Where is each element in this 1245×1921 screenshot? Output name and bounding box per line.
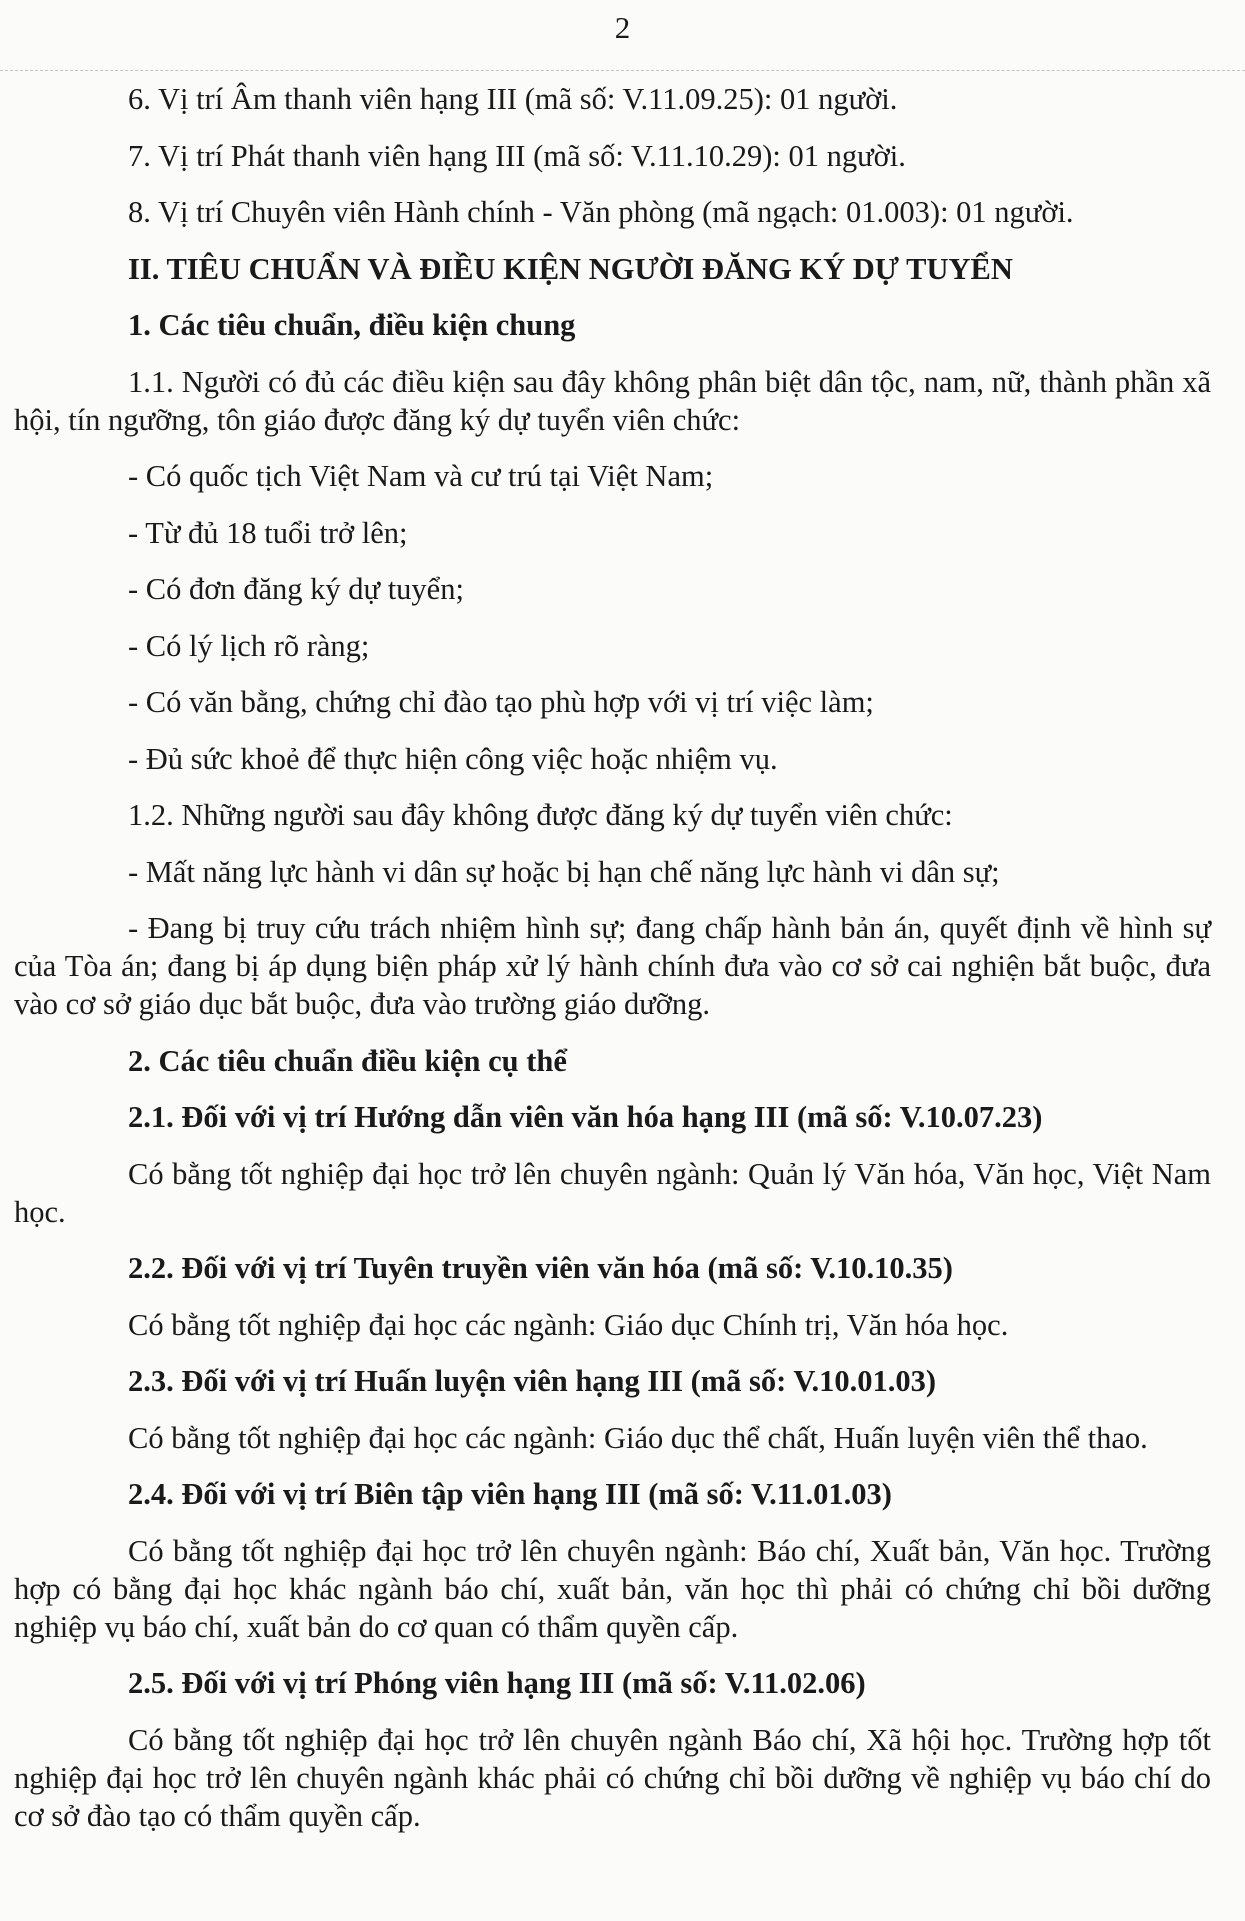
- paragraph: 1.2. Những người sau đây không được đăng ký dự tuyển viên chức:: [128, 798, 953, 832]
- paragraph: 7. Vị trí Phát thanh viên hạng III (mã số: V.11.10.29): 01 người.: [128, 138, 906, 173]
- section-heading: 2.2. Đối với vị trí Tuyên truyền viên văn hóa (mã số: V.10.10.35): [128, 1251, 953, 1285]
- paragraph: 1.1. Người có đủ các điều kiện sau đây không phân biệt dân tộc, nam, nữ, thành phần xã hội, tín ngưỡng, tôn giáo được đăng ký dự tuyển viên chức:: [14, 364, 1211, 437]
- section-heading: 1. Các tiêu chuẩn, điều kiện chung: [128, 308, 576, 342]
- header-divider: [0, 70, 1245, 71]
- paragraph: - Có văn bằng, chứng chỉ đào tạo phù hợp với vị trí việc làm;: [128, 685, 874, 719]
- paragraph: Có bằng tốt nghiệp đại học trở lên chuyên ngành Báo chí, Xã hội học. Trường hợp tốt nghiệp đại học trở lên chuyên ngành khác phải có chứng chỉ bồi dưỡng về nghiệp vụ báo chí do cơ sở đào tạo có thẩm quyền cấp.: [14, 1722, 1211, 1833]
- paragraph: Có bằng tốt nghiệp đại học các ngành: Giáo dục thể chất, Huấn luyện viên thể thao.: [128, 1420, 1148, 1455]
- section-heading: 2. Các tiêu chuẩn điều kiện cụ thể: [128, 1043, 567, 1078]
- paragraph: - Từ đủ 18 tuổi trở lên;: [128, 515, 408, 550]
- paragraph: - Mất năng lực hành vi dân sự hoặc bị hạn chế năng lực hành vi dân sự;: [128, 854, 1000, 889]
- paragraph: - Có lý lịch rõ ràng;: [128, 628, 370, 663]
- section-heading: 2.1. Đối với vị trí Hướng dẫn viên văn hóa hạng III (mã số: V.10.07.23): [128, 1100, 1043, 1134]
- section-heading: II. TIÊU CHUẨN VÀ ĐIỀU KIỆN NGƯỜI ĐĂNG KÝ DỰ TUYỂN: [128, 251, 1013, 286]
- paragraph: - Có quốc tịch Việt Nam và cư trú tại Việt Nam;: [128, 459, 714, 493]
- paragraph: Có bằng tốt nghiệp đại học trở lên chuyên ngành: Quản lý Văn hóa, Văn học, Việt Nam học.: [14, 1156, 1211, 1229]
- paragraph: 8. Vị trí Chuyên viên Hành chính - Văn phòng (mã ngạch: 01.003): 01 người.: [128, 195, 1074, 229]
- document-body: [14, 80, 1211, 1853]
- paragraph: - Có đơn đăng ký dự tuyển;: [128, 572, 464, 606]
- section-heading: 2.5. Đối với vị trí Phóng viên hạng III (mã số: V.11.02.06): [128, 1666, 866, 1700]
- section-heading: 2.4. Đối với vị trí Biên tập viên hạng III (mã số: V.11.01.03): [128, 1477, 892, 1511]
- section-heading: 2.3. Đối với vị trí Huấn luyện viên hạng III (mã số: V.10.01.03): [128, 1364, 937, 1398]
- paragraph: - Đủ sức khoẻ để thực hiện công việc hoặc nhiệm vụ.: [128, 741, 778, 776]
- paragraph: - Đang bị truy cứu trách nhiệm hình sự; đang chấp hành bản án, quyết định về hình sự của Tòa án; đang bị áp dụng biện pháp xử lý hành chính đưa vào cơ sở cai nghiện bắt buộc, đưa vào cơ sở giáo dục bắt buộc, đưa vào trường giáo dưỡng.: [14, 911, 1211, 1021]
- paragraph: 6. Vị trí Âm thanh viên hạng III (mã số: V.11.09.25): 01 người.: [128, 82, 898, 116]
- paragraph: Có bằng tốt nghiệp đại học trở lên chuyên ngành: Báo chí, Xuất bản, Văn học. Trường hợp có bằng đại học khác ngành báo chí, xuất bản, văn học thì phải có chứng chỉ bồi dưỡng nghiệp vụ báo chí, xuất bản do cơ quan có thẩm quyền cấp.: [14, 1533, 1211, 1644]
- paragraph: Có bằng tốt nghiệp đại học các ngành: Giáo dục Chính trị, Văn hóa học.: [128, 1307, 1009, 1342]
- page-number: 2: [614, 10, 631, 45]
